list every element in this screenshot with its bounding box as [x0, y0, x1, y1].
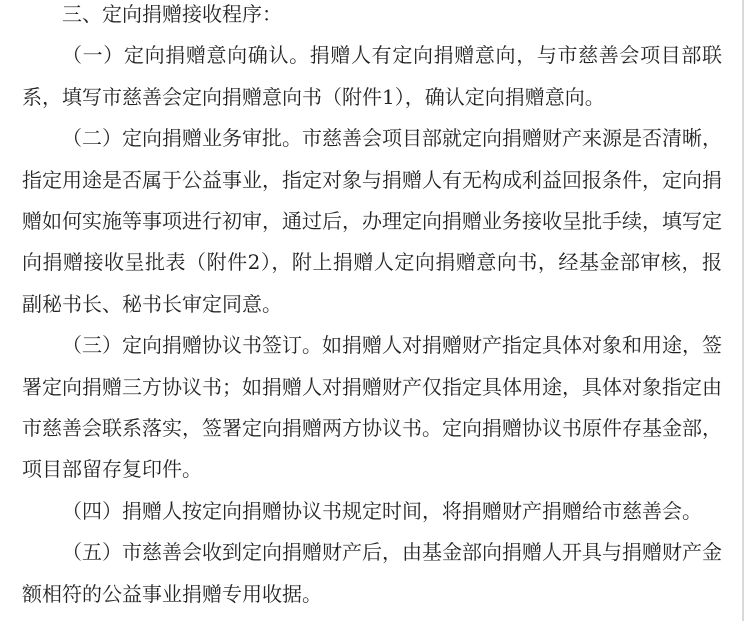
paragraph-step-1: （一）定向捐赠意向确认。捐赠人有定向捐赠意向，与市慈善会项目部联系，填写市慈善会定向捐赠意向书（附件1），确认定向捐赠意向。 — [22, 43, 722, 109]
document-body — [22, 0, 722, 615]
paragraph-step-3: （三）定向捐赠协议书签订。如捐赠人对捐赠财产指定具体对象和用途，签署定向捐赠三方协议书；如捐赠人对捐赠财产仅指定具体用途，具体对象指定由市慈善会联系落实，签署定向捐赠两方协议书。定向捐赠协议书原件存基金部，项目部留存复印件。 — [22, 333, 722, 482]
section-heading: 三、定向捐赠接收程序： — [62, 2, 282, 26]
paragraph-step-4: （四）捐赠人按定向捐赠协议书规定时间，将捐赠财产捐赠给市慈善会。 — [62, 498, 702, 523]
paragraph-step-2: （二）定向捐赠业务审批。市慈善会项目部就定向捐赠财产来源是否清晰，指定用途是否属于公益事业，指定对象与捐赠人有无构成利益回报条件，定向捐赠如何实施等事项进行初审，通过后，办理定向捐赠业务接收呈批手续，填写定向捐赠接收呈批表（附件2），附上捐赠人定向捐赠意向书，经基金部审核，报副秘书长、秘书长审定同意。 — [22, 126, 722, 316]
paragraph-step-5: （五）市慈善会收到定向捐赠财产后，由基金部向捐赠人开具与捐赠财产金额相符的公益事业捐赠专用收据。 — [22, 540, 722, 606]
